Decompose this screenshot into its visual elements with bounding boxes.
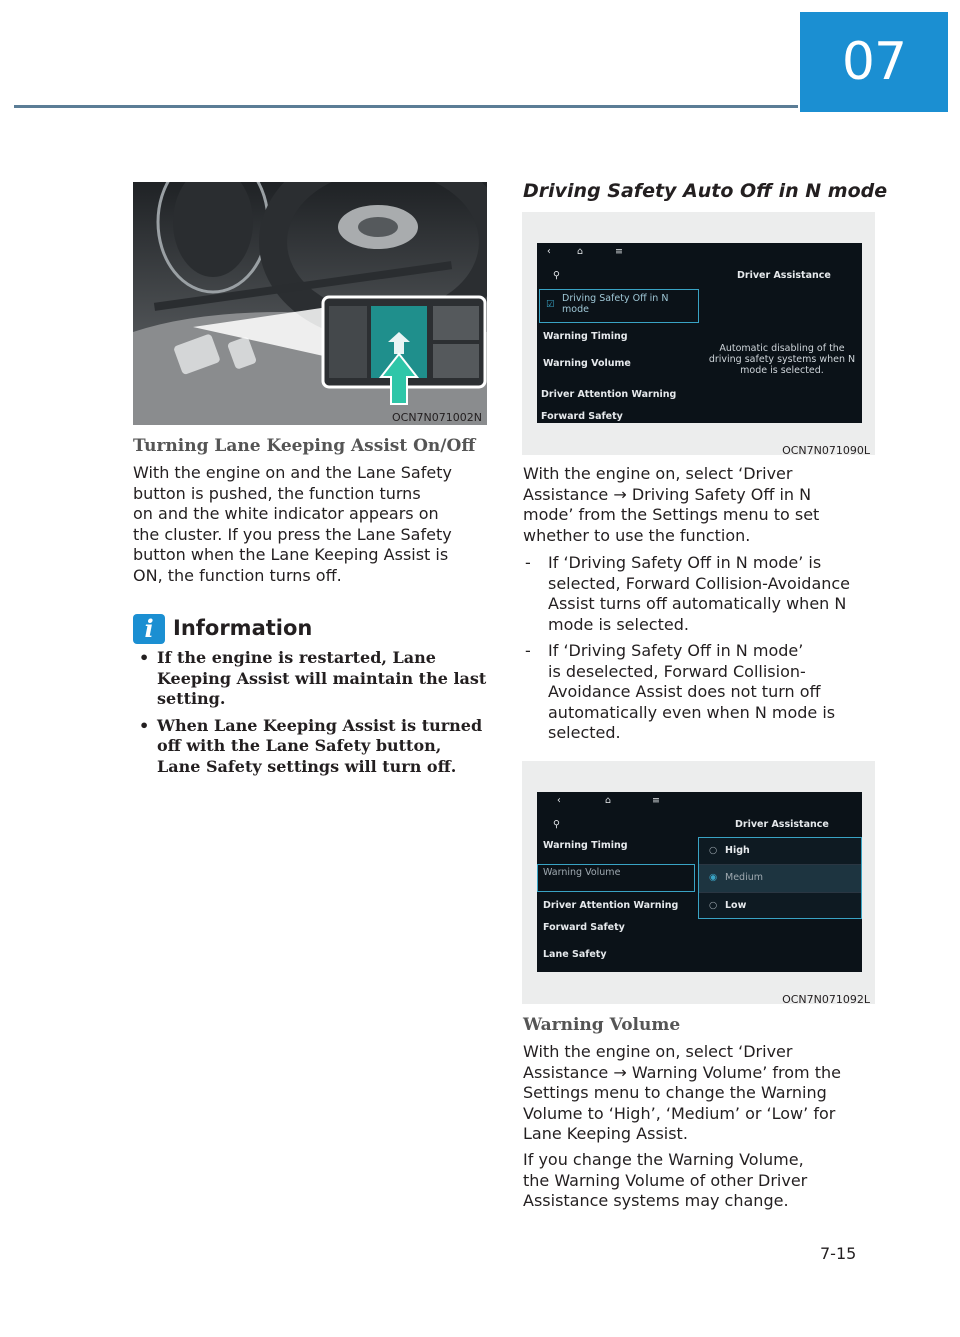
chapter-tab: 07: [800, 12, 948, 112]
right-body-1: [523, 464, 883, 546]
left-body-line: on and the white indicator appears on: [133, 504, 439, 523]
car-interior-illustration: [133, 182, 487, 425]
dash-line: automatically even when N mode is: [548, 702, 836, 722]
dash-line: selected.: [548, 723, 621, 742]
right-body-line: Assistance systems may change.: [523, 1191, 789, 1210]
option-divider: [699, 892, 861, 893]
dash-line: is deselected, Forward Collision-: [548, 661, 806, 681]
menu-item: Lane Safety: [543, 949, 607, 960]
right-body-line: Assistance → Driving Safety Off in N: [523, 484, 812, 504]
menu-item: Driver Attention Warning: [543, 900, 679, 911]
menu-item: Forward Safety: [541, 411, 623, 422]
menu-item: Warning Timing: [543, 331, 628, 342]
lane-safety-button-photo: [133, 182, 487, 425]
left-body-line: button when the Lane Keeping Assist is: [133, 545, 449, 564]
option-item: Medium: [725, 872, 763, 883]
right-body-line: With the engine on, select ‘Driver: [523, 464, 793, 483]
menu-item: Warning Timing: [543, 840, 628, 851]
menu-icon: ≡: [615, 246, 623, 257]
page-number: 7-15: [820, 1244, 857, 1263]
screen2-figure: [522, 761, 875, 1004]
right-heading: Warning Volume: [523, 1015, 681, 1035]
option-item: High: [725, 845, 750, 856]
info-item: • If the engine is restarted, Lane Keeping Assist will maintain the last setting.: [133, 648, 488, 710]
menu-icon: ≡: [652, 795, 660, 806]
dash-line: Assist turns off automatically when N: [548, 594, 847, 613]
dash-line: - If ‘Driving Safety Off in N mode’ is: [548, 553, 822, 572]
dash-item: [523, 553, 883, 635]
option-item: Low: [725, 900, 747, 911]
right-body-3: [523, 1150, 883, 1212]
left-body-line: ON, the function turns off.: [133, 565, 342, 585]
right-body-line: Settings menu to change the Warning: [523, 1083, 827, 1102]
search-icon: ⚲: [553, 819, 560, 830]
left-heading: Turning Lane Keeping Assist On/Off: [133, 436, 476, 456]
right-body-2: [523, 1042, 883, 1145]
right-body-line: With the engine on, select ‘Driver: [523, 1042, 793, 1061]
menu-item: Driving Safety Off in N mode: [562, 293, 669, 315]
menu-item: Driver Attention Warning: [541, 389, 677, 400]
menu-item: Warning Volume: [543, 867, 621, 878]
right-body-line: Assistance → Warning Volume’ from the: [523, 1062, 841, 1082]
home-icon: ⌂: [605, 795, 612, 806]
right-body-line: If you change the Warning Volume,: [523, 1150, 804, 1169]
screen-header: Driver Assistance: [737, 270, 831, 281]
left-body: [133, 463, 488, 586]
right-body-line: Lane Keeping Assist.: [523, 1124, 688, 1143]
right-body-line: whether to use the function.: [523, 525, 751, 545]
screen-header: Driver Assistance: [735, 819, 829, 830]
back-icon: ‹: [547, 246, 551, 257]
right-body-line: the Warning Volume of other Driver: [523, 1170, 808, 1190]
option-divider: [699, 864, 861, 865]
figure-code-screen2: OCN7N071092L: [782, 993, 870, 1006]
figure-code-screen1: OCN7N071090L: [782, 444, 870, 457]
radio-selected-icon: ◉: [709, 872, 718, 883]
dash-line: mode is selected.: [548, 614, 689, 634]
option-selected-highlight: [699, 864, 861, 892]
screen1-figure: [522, 212, 875, 455]
left-body-line: With the engine on and the Lane Safety: [133, 463, 452, 482]
menu-item: Forward Safety: [543, 922, 625, 933]
right-body-line: Volume to ‘High’, ‘Medium’ or ‘Low’ for: [523, 1103, 836, 1123]
radio-icon: ○: [709, 845, 718, 856]
search-icon: ⚲: [553, 270, 560, 281]
dash-item: [523, 641, 883, 744]
screen1-display: [537, 243, 862, 423]
dash-list: [523, 553, 883, 744]
radio-icon: ○: [709, 900, 718, 911]
left-body-line: the cluster. If you press the Lane Safety: [133, 524, 452, 544]
dash-line: selected, Forward Collision-Avoidance: [548, 573, 851, 593]
screen-description: Automatic disabling of the driving safety systems when N mode is selected.: [708, 343, 856, 376]
dash-line: - If ‘Driving Safety Off in N mode’: [548, 641, 804, 660]
menu-item: Warning Volume: [543, 358, 631, 369]
header-rule: [14, 105, 798, 108]
info-item: • When Lane Keeping Assist is turned off with the Lane Safety button, Lane Safety settings will turn off.: [133, 716, 488, 778]
screen2-display: [537, 792, 862, 972]
right-body-line: mode’ from the Settings menu to set: [523, 505, 820, 524]
back-icon: ‹: [557, 795, 561, 806]
dash-line: Avoidance Assist does not turn off: [548, 682, 821, 701]
info-list: [133, 648, 488, 783]
checkbox-icon: ☑: [546, 299, 555, 310]
section-title: Driving Safety Auto Off in N mode: [523, 180, 888, 202]
figure-code-left: OCN7N071002N: [391, 411, 482, 424]
info-icon: i: [133, 614, 165, 644]
info-title: Information: [173, 616, 313, 640]
home-icon: ⌂: [577, 246, 584, 257]
left-body-line: button is pushed, the function turns: [133, 483, 421, 503]
